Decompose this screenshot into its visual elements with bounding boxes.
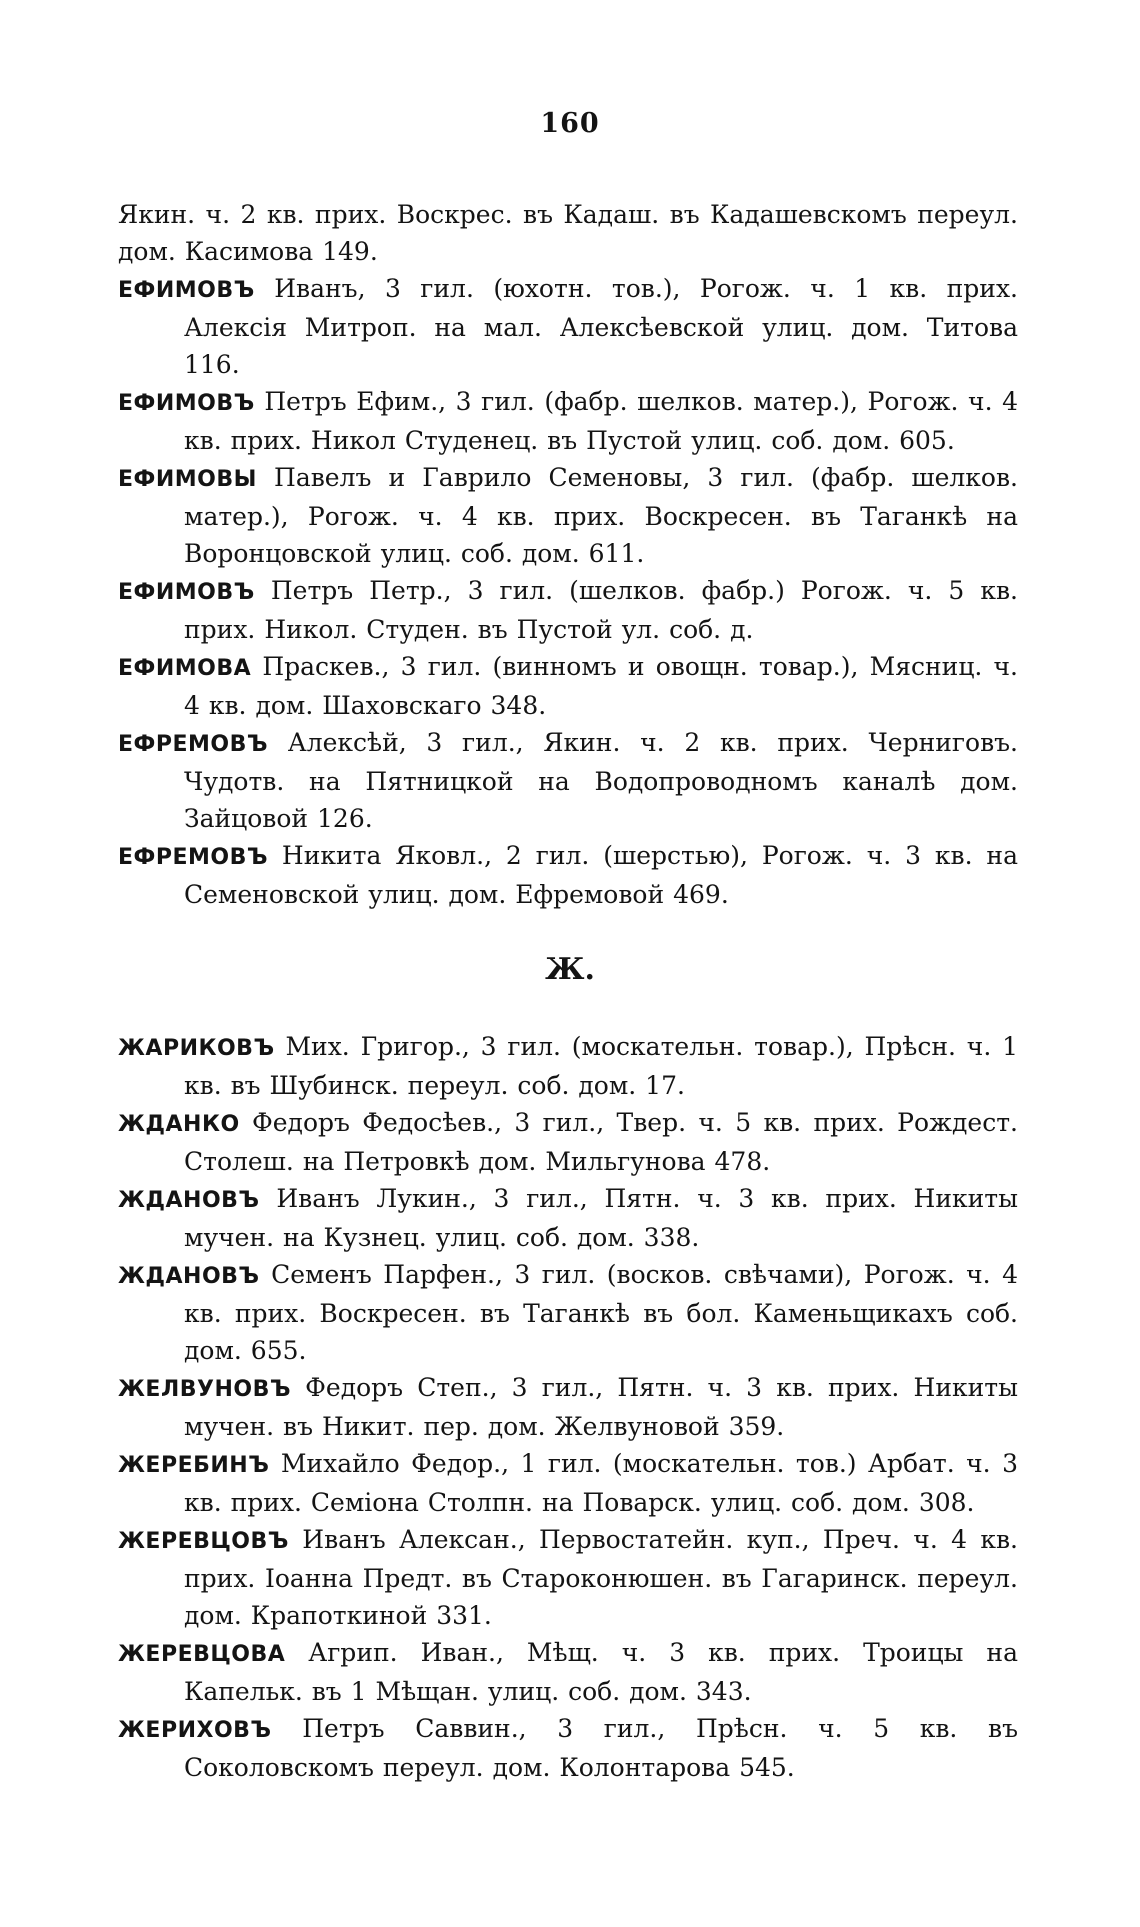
section-zh (118, 1028, 1018, 1786)
directory-entry (118, 1104, 1018, 1180)
section-e (118, 196, 1018, 913)
directory-entry (118, 459, 1018, 572)
entry-surname: ЕФИМОВЪ (118, 580, 255, 605)
entry-surname: ЕФИМОВЫ (118, 467, 257, 492)
directory-entry (118, 383, 1018, 459)
directory-entry (118, 270, 1018, 383)
directory-entry (118, 1369, 1018, 1445)
entry-surname: ЖДАНОВЪ (118, 1188, 260, 1213)
directory-entry (118, 572, 1018, 648)
directory-entry (118, 648, 1018, 724)
entry-text: Федоръ Степ., 3 гил., Пятн. ч. 3 кв. прих. Никиты мучен. въ Никит. пер. дом. Желвуновой 359. (184, 1373, 1018, 1441)
entry-text: Иванъ Лукин., 3 гил., Пятн. ч. 3 кв. прих. Никиты мучен. на Кузнец. улиц. соб. дом. 338. (184, 1184, 1018, 1252)
entry-text: Петръ Петр., 3 гил. (шелков. фабр.) Рогож. ч. 5 кв. прих. Никол. Студен. въ Пустой ул. соб. д. (184, 576, 1018, 644)
entry-surname: ЖДАНОВЪ (118, 1264, 260, 1289)
entry-surname: ЕФИМОВЪ (118, 391, 255, 416)
directory-entry (118, 1445, 1018, 1521)
directory-entry (118, 1180, 1018, 1256)
entry-text: Иванъ Алексан., Первостатейн. куп., Преч. ч. 4 кв. прих. Іоанна Предт. въ Староконюшен. въ Гагаринск. переул. дом. Крапоткиной 331. (184, 1525, 1018, 1630)
entry-text: Агрип. Иван., Мѣщ. ч. 3 кв. прих. Троицы на Капельк. въ 1 Мѣщан. улиц. соб. дом. 343. (184, 1638, 1018, 1706)
entry-surname: ЕФРЕМОВЪ (118, 845, 269, 870)
directory-entry (118, 1521, 1018, 1634)
directory-entry (118, 837, 1018, 913)
entry-surname: ЕФРЕМОВЪ (118, 732, 269, 757)
entry-text: Петръ Саввин., 3 гил., Прѣсн. ч. 5 кв. въ Соколовскомъ переул. дом. Колонтарова 545. (184, 1714, 1018, 1782)
entry-surname: ЖДАНКО (118, 1112, 240, 1137)
entry-text: Михайло Федор., 1 гил. (москательн. тов.) Арбат. ч. 3 кв. прих. Семіона Столпн. на Поварск. улиц. соб. дом. 308. (184, 1449, 1018, 1517)
entry-surname: ЖЕРИХОВЪ (118, 1718, 272, 1743)
entry-text: Павелъ и Гаврило Семеновы, 3 гил. (фабр. шелков. матер.), Рогож. ч. 4 кв. прих. Воскресен. въ Таганкѣ на Воронцовской улиц. соб. дом. 611. (184, 463, 1018, 568)
page-number: 160 (540, 108, 600, 139)
entry-surname: ЕФИМОВА (118, 656, 252, 681)
letter-heading: Ж. (545, 952, 595, 987)
entry-surname: ЖЕРЕБИНЪ (118, 1453, 270, 1478)
entry-text: Никита Яковл., 2 гил. (шерстью), Рогож. ч. 3 кв. на Семеновской улиц. дом. Ефремовой 469. (184, 841, 1018, 909)
directory-entry (118, 1634, 1018, 1710)
entry-surname: ЖЕРЕВЦОВЪ (118, 1529, 289, 1554)
directory-entry (118, 1256, 1018, 1369)
entry-text: Алексѣй, 3 гил., Якин. ч. 2 кв. прих. Черниговъ. Чудотв. на Пятницкой на Водопроводномъ каналѣ дом. Зайцовой 126. (184, 728, 1018, 833)
entry-text: Иванъ, 3 гил. (юхотн. тов.), Рогож. ч. 1 кв. прих. Алексія Митроп. на мал. Алексѣевской улиц. дом. Титова 116. (184, 274, 1018, 379)
directory-entry (118, 1028, 1018, 1104)
entry-surname: ЖАРИКОВЪ (118, 1036, 275, 1061)
entry-surname: ЕФИМОВЪ (118, 278, 255, 303)
directory-entry (118, 724, 1018, 837)
directory-entry (118, 1710, 1018, 1786)
entry-surname: ЖЕЛВУНОВЪ (118, 1377, 292, 1402)
directory-entry (52, 196, 1018, 270)
entry-text: Федоръ Федосѣев., 3 гил., Твер. ч. 5 кв. прих. Рождест. Столеш. на Петровкѣ дом. Мильгунова 478. (184, 1108, 1018, 1176)
entry-text: Семенъ Парфен., 3 гил. (восков. свѣчами), Рогож. ч. 4 кв. прих. Воскресен. въ Таганкѣ въ бол. Каменьщикахъ соб. дом. 655. (184, 1260, 1018, 1365)
entry-text: Праскев., 3 гил. (винномъ и овощн. товар.), Мясниц. ч. 4 кв. дом. Шаховскаго 348. (184, 652, 1018, 720)
entry-text: Петръ Ефим., 3 гил. (фабр. шелков. матер.), Рогож. ч. 4 кв. прих. Никол Студенец. въ Пустой улиц. соб. дом. 605. (184, 387, 1018, 455)
entry-surname: ЖЕРЕВЦОВА (118, 1642, 286, 1667)
entry-text: Якин. ч. 2 кв. прих. Воскрес. въ Кадаш. въ Кадашевскомъ переул. дом. Касимова 149. (118, 200, 1018, 266)
entry-text: Мих. Григор., 3 гил. (москательн. товар.), Прѣсн. ч. 1 кв. въ Шубинск. переул. соб. дом. 17. (184, 1032, 1018, 1100)
